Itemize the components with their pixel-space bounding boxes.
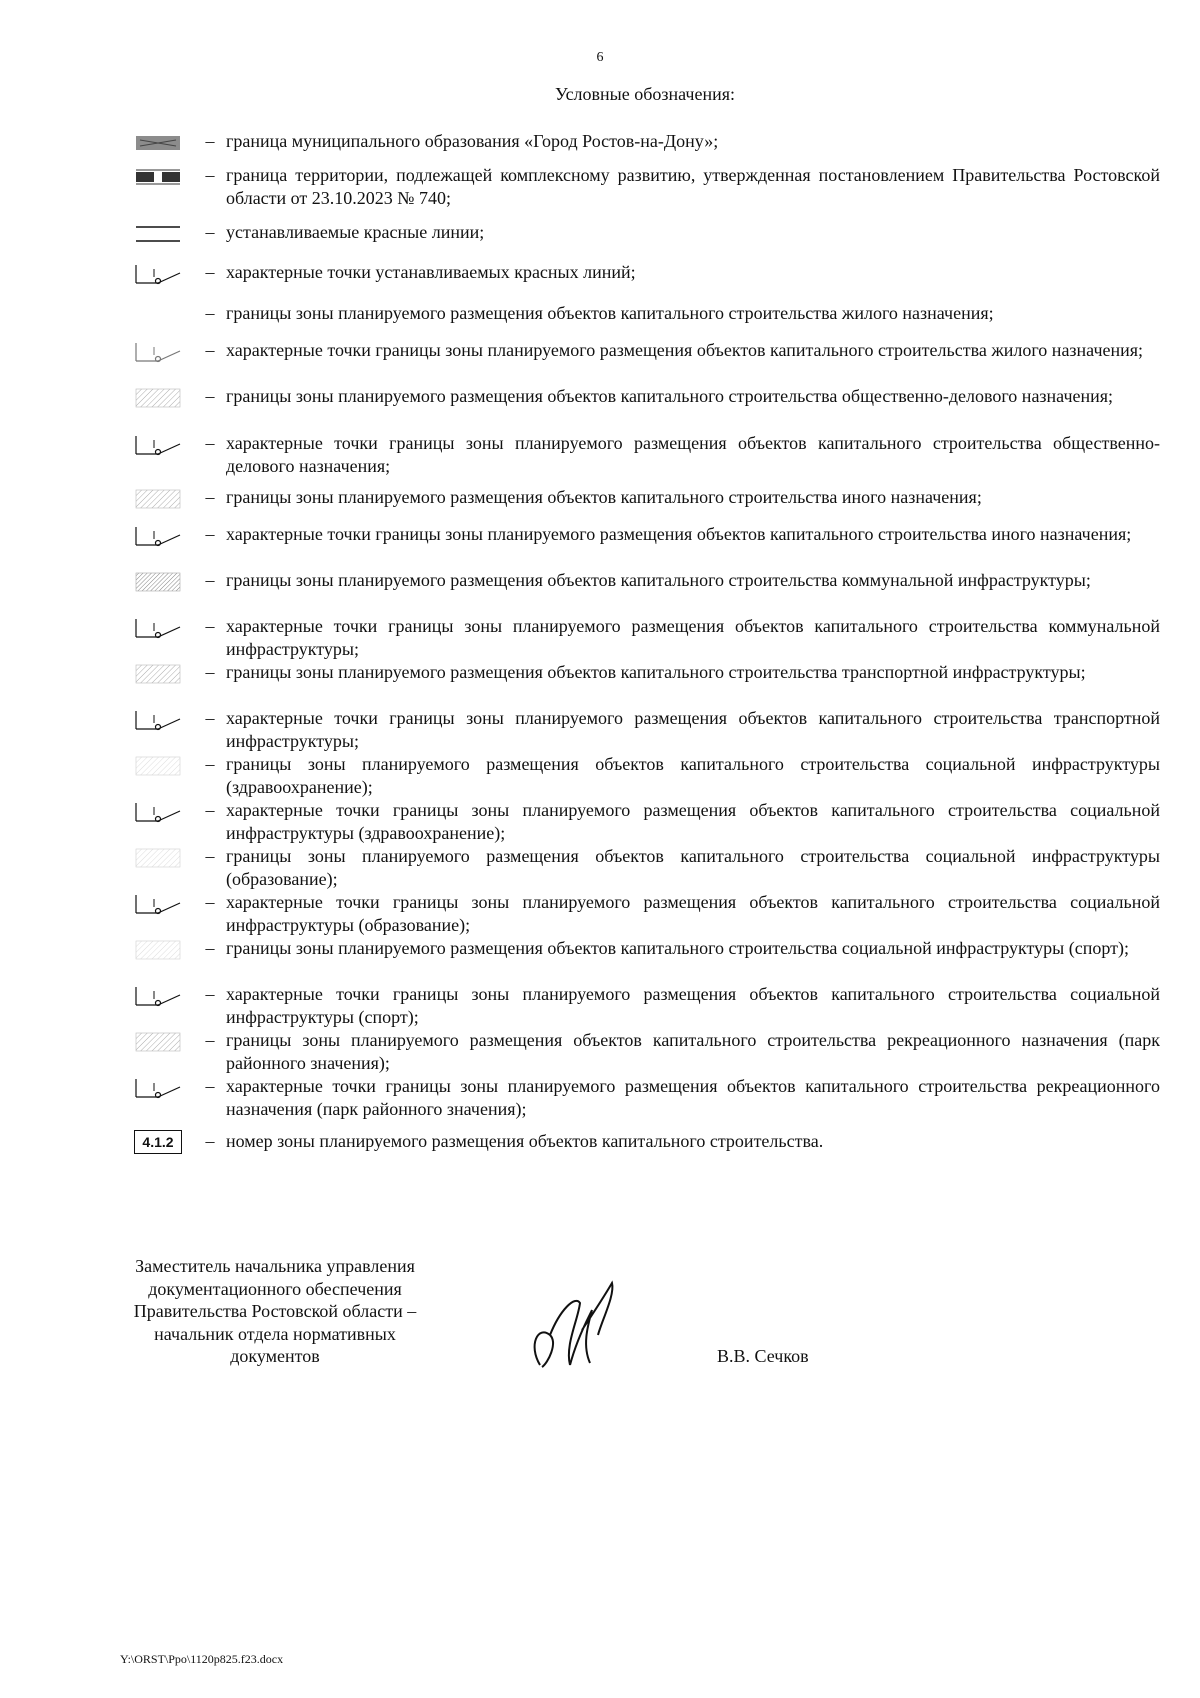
legend-item	[130, 661, 1160, 687]
legend-item	[130, 1029, 1160, 1075]
legend-symbol	[130, 615, 186, 641]
legend-dash: –	[205, 892, 215, 912]
legend-dash: –	[205, 487, 215, 507]
legend-symbol	[130, 261, 186, 287]
legend-text: граница муниципального образования «Город Ростов-на-Дону»;	[226, 131, 719, 151]
legend-item	[130, 385, 1160, 411]
legend-item	[130, 339, 1160, 365]
zone-number-box: 4.1.2	[134, 1130, 182, 1154]
legend-dash: –	[205, 165, 215, 185]
legend-symbol	[130, 486, 186, 512]
signatory-position: Заместитель начальника управления документационного обеспечения Правительства Ростовской области – начальник отдела нормативных документов	[133, 1256, 417, 1366]
legend-dash: –	[205, 938, 215, 958]
legend-text: границы зоны планируемого размещения объектов капитального строительства социальной инфраструктуры (спорт);	[226, 938, 1129, 958]
legend-symbol	[130, 937, 186, 963]
legend-item	[130, 523, 1160, 549]
legend-text: характерные точки границы зоны планируемого размещения объектов капитального строительства социальной инфраструктуры (спорт);	[226, 984, 1160, 1027]
legend-item	[130, 432, 1160, 478]
legend-symbol	[130, 385, 186, 411]
legend-dash: –	[205, 570, 215, 590]
legend-symbol	[130, 569, 186, 595]
legend-symbol	[130, 707, 186, 733]
legend-text: границы зоны планируемого размещения объектов капитального строительства коммунальной инфраструктуры;	[226, 570, 1091, 590]
legend-title: Условные обозначения:	[554, 84, 736, 104]
legend-text: характерные точки границы зоны планируемого размещения объектов капитального строительства социальной инфраструктуры (образование);	[226, 892, 1160, 935]
legend-item	[130, 164, 1160, 210]
legend-item	[130, 937, 1160, 963]
legend-item	[130, 891, 1160, 937]
legend-dash: –	[205, 524, 215, 544]
legend-symbol	[130, 221, 186, 247]
legend-item	[130, 302, 1160, 325]
legend-dash: –	[205, 754, 215, 774]
legend-dash: –	[205, 433, 215, 453]
legend-dash: –	[205, 984, 215, 1004]
handwritten-signature	[520, 1275, 620, 1387]
legend-item	[130, 130, 1160, 156]
legend-symbol	[130, 164, 186, 190]
legend-dash: –	[205, 846, 215, 866]
legend-text: характерные точки устанавливаемых красных линий;	[226, 262, 636, 282]
legend-symbol	[130, 1075, 186, 1101]
legend-dash: –	[205, 662, 215, 682]
legend-item	[130, 983, 1160, 1029]
legend-dash: –	[205, 340, 215, 360]
legend-text: номер зоны планируемого размещения объектов капитального строительства.	[226, 1131, 824, 1151]
legend-item	[130, 707, 1160, 753]
legend-text: границы зоны планируемого размещения объектов капитального строительства общественно-делового назначения;	[226, 386, 1114, 406]
legend-item	[130, 1075, 1160, 1121]
legend-dash: –	[205, 616, 215, 636]
legend-symbol	[130, 661, 186, 687]
legend-text: границы зоны планируемого размещения объектов капитального строительства жилого назначения;	[226, 303, 994, 323]
legend-item	[130, 615, 1160, 661]
legend-symbol	[130, 432, 186, 458]
legend-item	[130, 569, 1160, 595]
legend-dash: –	[205, 1030, 215, 1050]
legend-dash: –	[205, 708, 215, 728]
legend-text: характерные точки границы зоны планируемого размещения объектов капитального строительства иного назначения;	[226, 524, 1132, 544]
legend-text: характерные точки границы зоны планируемого размещения объектов капитального строительства общественно-делового назначения;	[226, 433, 1160, 476]
legend-symbol	[130, 799, 186, 825]
legend-dash: –	[205, 131, 215, 151]
legend-dash: –	[205, 262, 215, 282]
legend-text: границы зоны планируемого размещения объектов капитального строительства транспортной инфраструктуры;	[226, 662, 1086, 682]
legend-text: границы зоны планируемого размещения объектов капитального строительства рекреационного назначения (парк районного значения);	[226, 1030, 1160, 1073]
legend-symbol	[130, 753, 186, 779]
legend-text: границы зоны планируемого размещения объектов капитального строительства социальной инфраструктуры (здравоохранение);	[226, 754, 1160, 797]
legend-item	[130, 221, 1160, 247]
page-number: 6	[596, 50, 604, 65]
legend-text: границы зоны планируемого размещения объектов капитального строительства социальной инфраструктуры (образование);	[226, 846, 1160, 889]
file-path: Y:\ORST\Ppo\1120p825.f23.docx	[120, 1652, 284, 1666]
legend-dash: –	[205, 303, 215, 323]
legend-symbol	[130, 891, 186, 917]
legend-symbol	[130, 1130, 186, 1154]
legend-dash: –	[205, 1076, 215, 1096]
legend-symbol	[130, 339, 186, 365]
legend-text: характерные точки границы зоны планируемого размещения объектов капитального строительства коммунальной инфраструктуры;	[226, 616, 1160, 659]
legend-item	[130, 799, 1160, 845]
legend-text: граница территории, подлежащей комплексному развитию, утвержденная постановлением Правительства Ростовской области от 23.10.2023 № 740;	[226, 165, 1160, 208]
signer-name: В.В. Сечков	[717, 1346, 809, 1366]
legend-text: границы зоны планируемого размещения объектов капитального строительства иного назначения;	[226, 487, 982, 507]
legend-text: устанавливаемые красные линии;	[226, 222, 485, 242]
legend-symbol	[130, 983, 186, 1009]
legend-item	[130, 486, 1160, 512]
legend-item	[130, 845, 1160, 891]
legend-symbol	[130, 1029, 186, 1055]
legend-item	[130, 1130, 1160, 1154]
legend-dash: –	[205, 1131, 215, 1151]
legend-dash: –	[205, 800, 215, 820]
legend-dash: –	[205, 222, 215, 242]
legend-symbol	[130, 523, 186, 549]
legend-item	[130, 753, 1160, 799]
legend-text: характерные точки границы зоны планируемого размещения объектов капитального строительства транспортной инфраструктуры;	[226, 708, 1160, 751]
legend-symbol	[130, 845, 186, 871]
legend-item	[130, 261, 1160, 287]
legend-symbol	[130, 130, 186, 156]
legend-text: характерные точки границы зоны планируемого размещения объектов капитального строительства социальной инфраструктуры (здравоохранение);	[226, 800, 1160, 843]
legend-text: характерные точки границы зоны планируемого размещения объектов капитального строительства рекреационного назначения (парк районного значения);	[226, 1076, 1160, 1119]
legend-dash: –	[205, 386, 215, 406]
legend-text: характерные точки границы зоны планируемого размещения объектов капитального строительства жилого назначения;	[226, 340, 1144, 360]
